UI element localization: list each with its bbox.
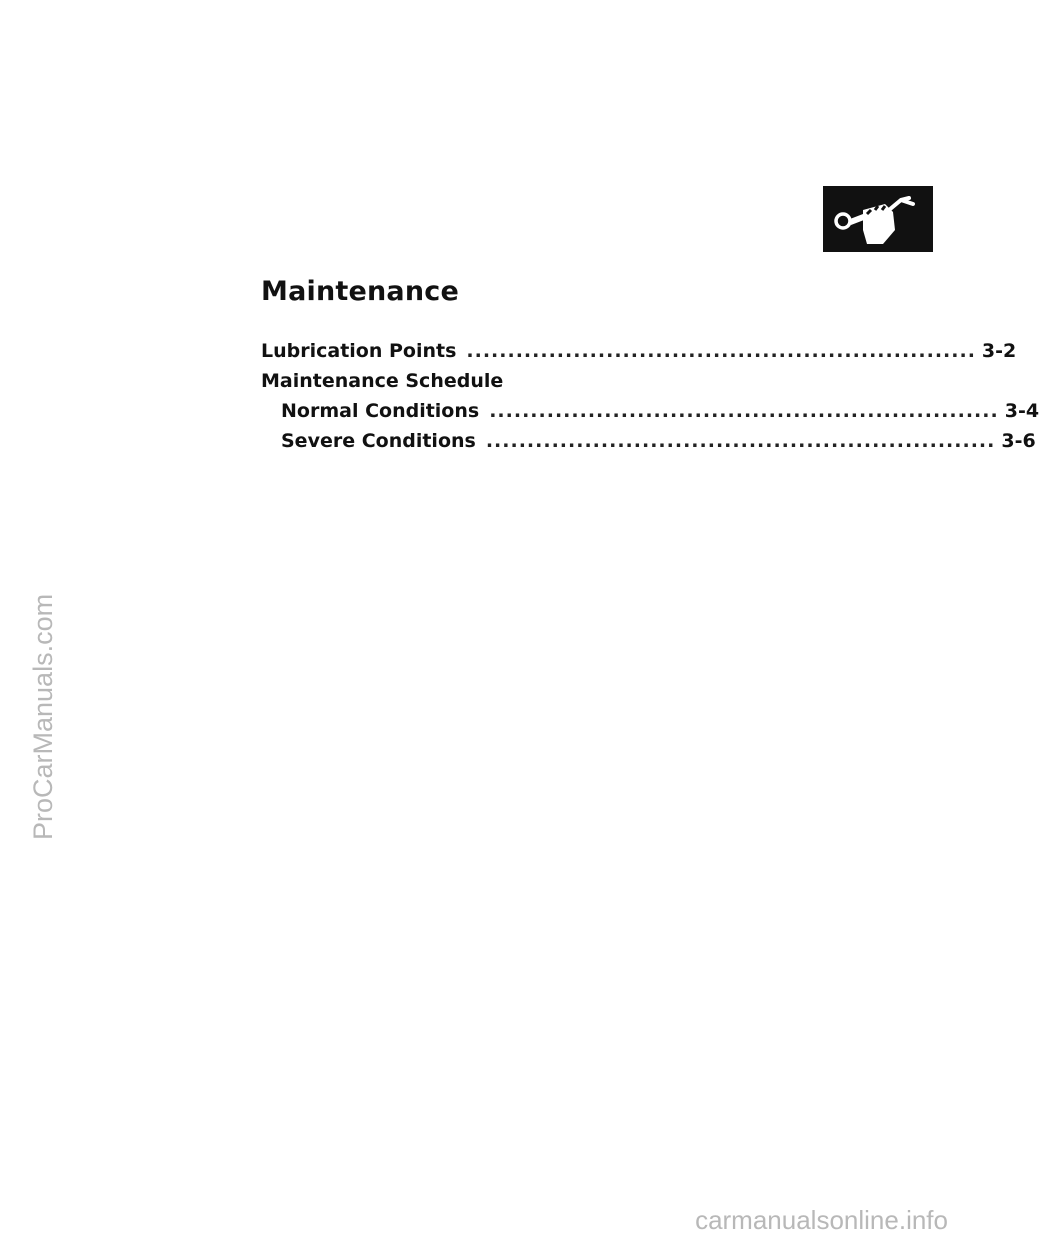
toc-item-severe-conditions[interactable] xyxy=(261,430,1036,460)
dot-leader: .............................................................. xyxy=(466,340,976,362)
dot-leader: .............................................................. xyxy=(489,400,999,422)
toc-item-label: Severe Conditions xyxy=(281,430,476,452)
side-watermark: ProCarManuals.com xyxy=(28,593,58,840)
page-title: Maintenance xyxy=(261,276,459,307)
toc-item-normal-conditions[interactable] xyxy=(261,400,1039,430)
section-badge xyxy=(823,186,933,252)
toc-item-page: 3-2 xyxy=(981,340,1017,362)
toc-item-lubrication-points[interactable] xyxy=(261,340,1017,370)
toc-item-maintenance-schedule[interactable] xyxy=(261,370,691,400)
table-of-contents xyxy=(261,340,1039,460)
bottom-watermark: carmanualsonline.info xyxy=(695,1205,948,1235)
toc-item-page: 3-6 xyxy=(1001,430,1036,452)
toc-item-label: Maintenance Schedule xyxy=(261,370,504,392)
toc-item-page: 3-4 xyxy=(1004,400,1039,422)
wrench-fist-icon xyxy=(823,186,933,252)
dot-leader: .............................................................. xyxy=(485,430,996,452)
toc-item-label: Normal Conditions xyxy=(281,400,480,422)
toc-item-label: Lubrication Points xyxy=(261,340,457,362)
